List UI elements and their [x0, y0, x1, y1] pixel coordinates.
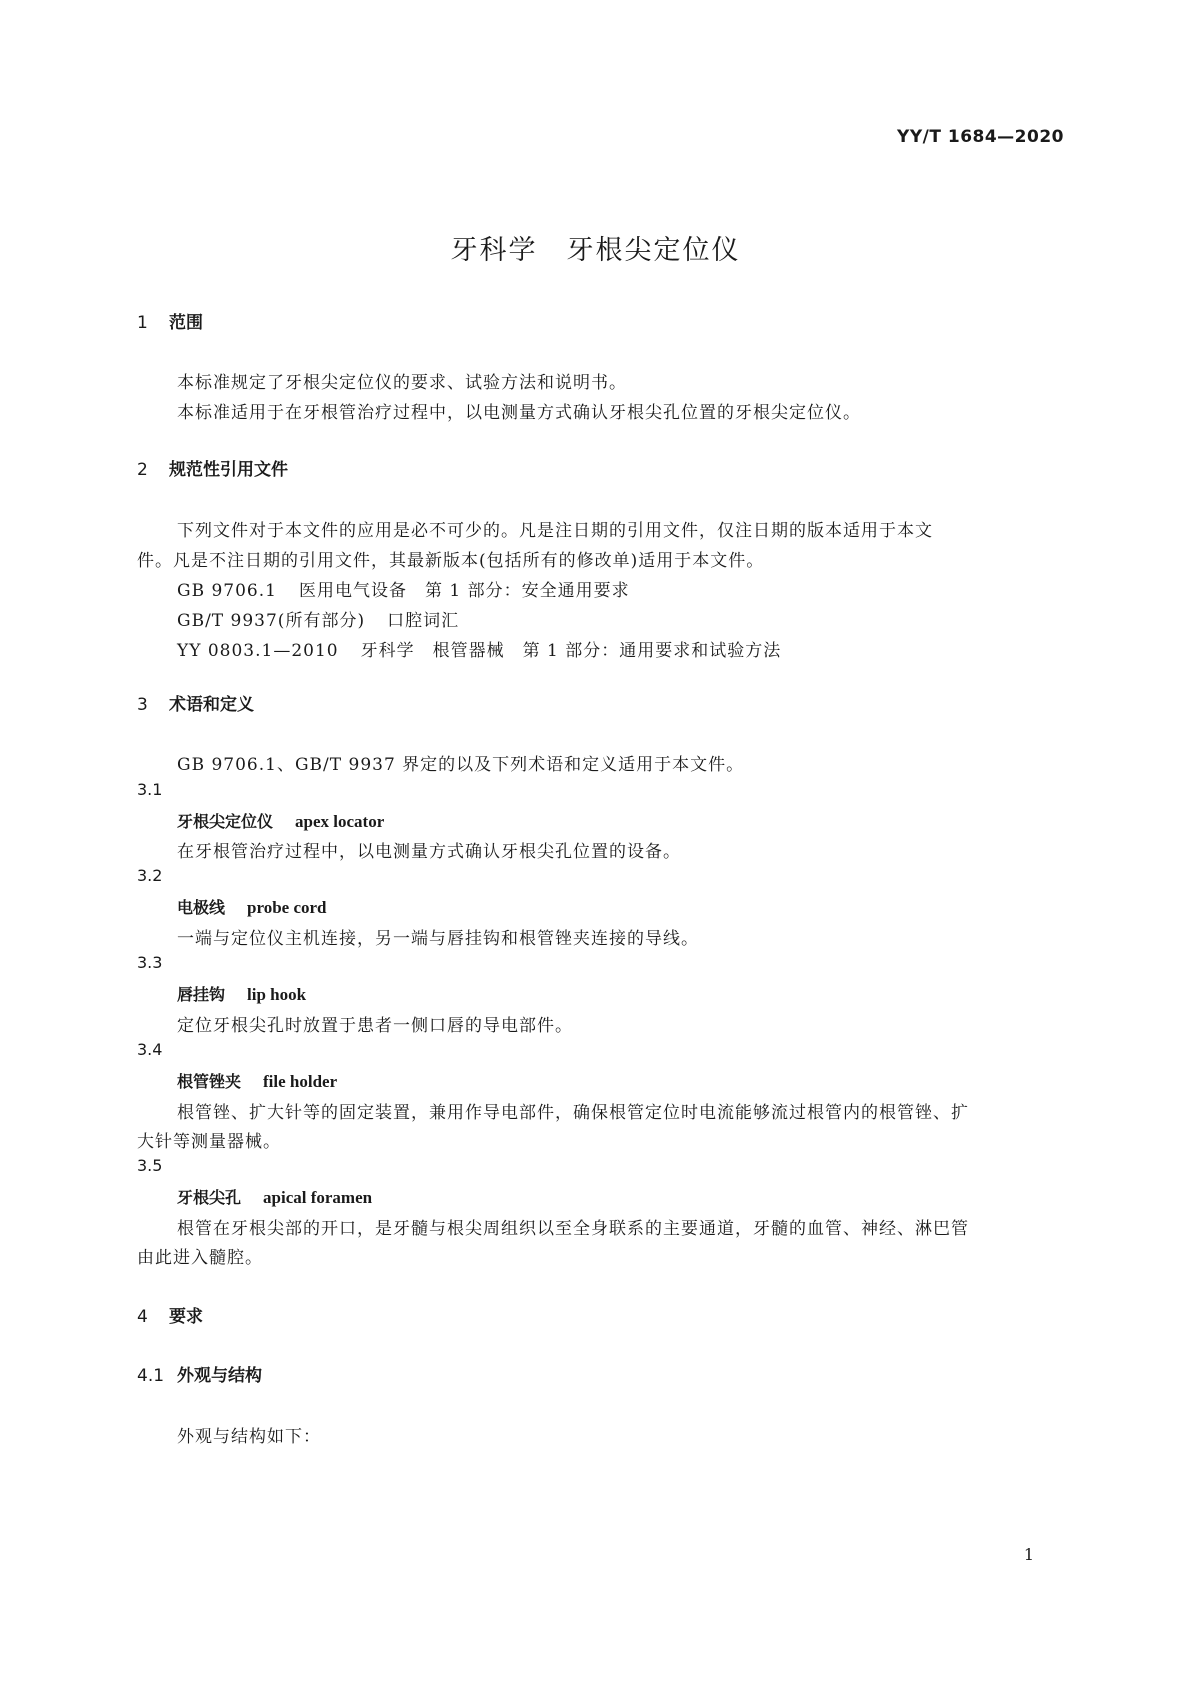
term-definition: 根管在牙根尖部的开口，是牙髓与根尖周组织以至全身联系的主要通道，牙髓的血管、神经、淋巴管 — [177, 1219, 969, 1239]
term-zh: 根管锉夹 — [177, 1072, 242, 1091]
reference-item — [177, 576, 630, 601]
term-zh: 电极线 — [177, 898, 226, 917]
section-number: 3 — [137, 695, 148, 715]
section-title: 术语和定义 — [169, 695, 254, 715]
term-zh: 唇挂钩 — [177, 985, 226, 1004]
standard-number: YY/T 1684—2020 — [897, 127, 1064, 147]
section-2-paragraph-line-2: 件。凡是不注日期的引用文件，其最新版本(包括所有的修改单)适用于本文件。 — [137, 551, 765, 571]
subsection-title: 外观与结构 — [177, 1366, 262, 1386]
subsection-number: 4.1 — [137, 1366, 165, 1386]
term-definition: 定位牙根尖孔时放置于患者一侧口唇的导电部件。 — [177, 1016, 573, 1036]
term-definition-continued: 由此进入髓腔。 — [137, 1248, 263, 1268]
term-en: lip hook — [247, 985, 307, 1004]
term-en: apical foramen — [263, 1188, 373, 1207]
term-number: 3.4 — [137, 1040, 163, 1059]
section-title: 要求 — [169, 1307, 203, 1327]
section-title: 范围 — [169, 313, 203, 333]
reference-code: GB/T 9937(所有部分) — [177, 611, 366, 631]
page-number: 1 — [1023, 1545, 1034, 1564]
term-en: apex locator — [295, 812, 385, 831]
section-number: 4 — [137, 1307, 148, 1327]
reference-title: 牙科学 根管器械 第 1 部分：通用要求和试验方法 — [360, 641, 782, 661]
subsection-4-1-paragraph: 外观与结构如下： — [177, 1427, 321, 1447]
reference-title: 口腔词汇 — [387, 611, 460, 631]
term-definition: 一端与定位仪主机连接，另一端与唇挂钩和根管锉夹连接的导线。 — [177, 929, 699, 949]
term-heading — [177, 895, 327, 918]
term-heading — [177, 809, 384, 832]
section-4-heading — [137, 1302, 203, 1327]
section-3-intro: GB 9706.1、GB/T 9937 界定的以及下列术语和定义适用于本文件。 — [177, 755, 745, 775]
reference-code: GB 9706.1 — [177, 581, 277, 601]
term-definition-continued: 大针等测量器械。 — [137, 1132, 281, 1152]
term-heading — [177, 1069, 337, 1092]
section-3-heading — [137, 690, 254, 715]
term-zh: 牙根尖定位仪 — [177, 812, 274, 831]
section-title: 规范性引用文件 — [169, 460, 288, 480]
section-1-paragraph-2: 本标准适用于在牙根管治疗过程中，以电测量方式确认牙根尖孔位置的牙根尖定位仪。 — [177, 403, 861, 423]
term-definition: 在牙根管治疗过程中，以电测量方式确认牙根尖孔位置的设备。 — [177, 842, 681, 862]
term-heading — [177, 1185, 372, 1208]
term-number: 3.1 — [137, 780, 163, 799]
subsection-4-1-heading — [137, 1361, 262, 1386]
term-number: 3.3 — [137, 953, 163, 972]
section-number: 2 — [137, 460, 148, 480]
reference-item — [177, 606, 459, 631]
term-heading — [177, 982, 306, 1005]
term-number: 3.2 — [137, 866, 163, 885]
term-definition: 根管锉、扩大针等的固定装置，兼用作导电部件，确保根管定位时电流能够流过根管内的根管锉、扩 — [177, 1103, 969, 1123]
section-1-heading — [137, 308, 203, 333]
reference-title: 医用电气设备 第 1 部分：安全通用要求 — [298, 581, 630, 601]
reference-item — [177, 636, 781, 661]
term-number: 3.5 — [137, 1156, 163, 1175]
section-2-paragraph-line-1: 下列文件对于本文件的应用是必不可少的。凡是注日期的引用文件，仅注日期的版本适用于本文 — [177, 521, 933, 541]
section-1-paragraph-1: 本标准规定了牙根尖定位仪的要求、试验方法和说明书。 — [177, 373, 627, 393]
reference-code: YY 0803.1—2010 — [177, 641, 339, 661]
term-zh: 牙根尖孔 — [177, 1188, 242, 1207]
section-2-heading — [137, 455, 288, 480]
section-number: 1 — [137, 313, 148, 333]
page-title: 牙科学 牙根尖定位仪 — [450, 235, 741, 266]
term-en: file holder — [263, 1072, 338, 1091]
term-en: probe cord — [247, 898, 327, 917]
